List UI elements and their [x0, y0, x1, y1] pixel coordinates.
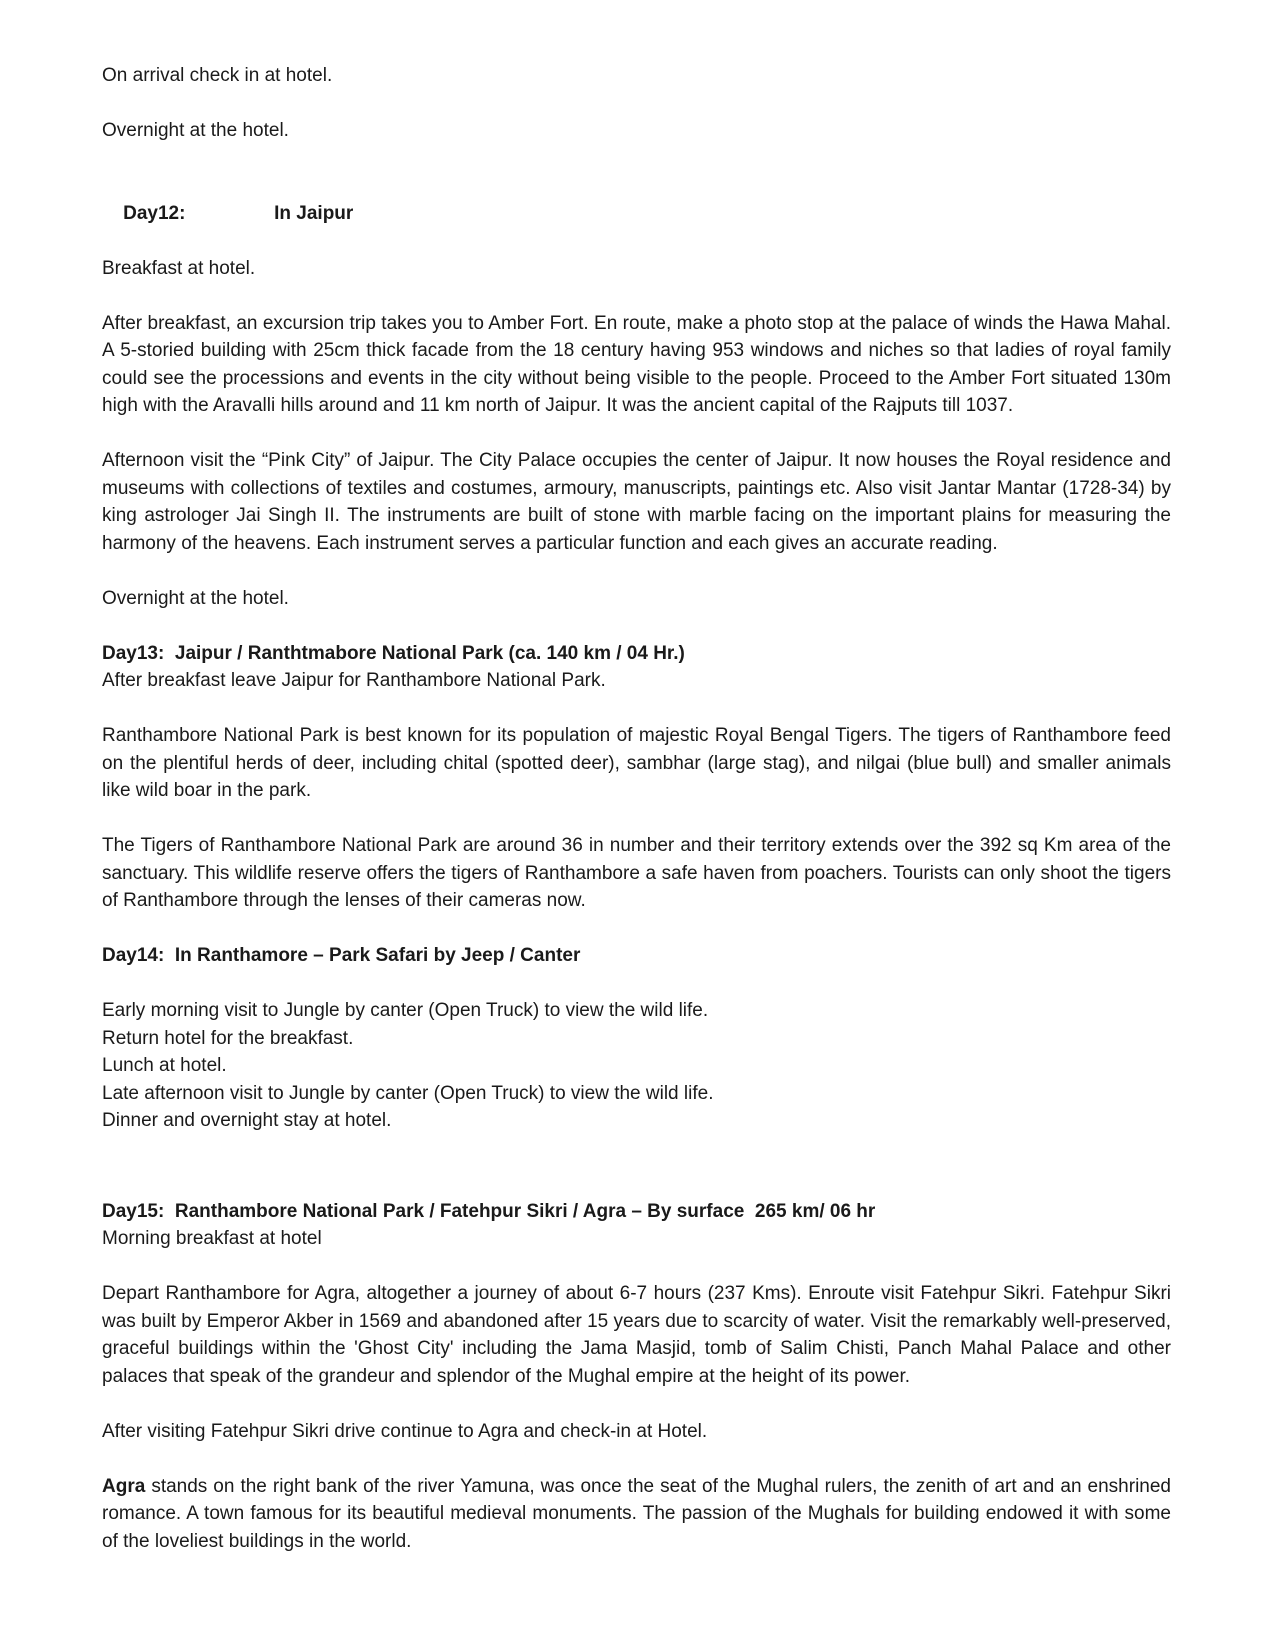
line-dinner-overnight: Dinner and overnight stay at hotel. [102, 1110, 392, 1131]
paragraph-overnight-1: Overnight at the hotel. [102, 120, 289, 141]
paragraph-ranthambore-tigers-intro: Ranthambore National Park is best known for its population of majestic Royal Bengal Tigers. The tigers of Ranthambore feed on the plentiful herds of deer, including chital (spotted deer), sambhar (large stag), and nilgai (blue bull) and smaller animals like wild boar in the park. [102, 725, 1171, 801]
paragraph-breakfast-hotel: Breakfast at hotel. [102, 257, 256, 279]
heading-day15: Day15: Ranthambore National Park / Fatehpur Sikri / Agra – By surface 265 km/ 06 hr [102, 1200, 876, 1222]
paragraph-amber-fort-excursion: After breakfast, an excursion trip takes you to Amber Fort. En route, make a photo stop at the palace of winds the Hawa Mahal. A 5-storied building with 25cm thick facade from the 18 century having 953 windows and niches so that ladies of royal family could see the processions and events in the city without being visible to the people. Proceed to the Amber Fort situated 130m high with the Aravalli hills around and 11 km north of Jaipur. It was the ancient capital of the Rajputs till 1037. [102, 312, 1171, 416]
heading-day13: Day13: Jaipur / Ranthtmabore National Park (ca. 140 km / 04 Hr.) [102, 642, 685, 664]
heading-day12 [102, 172, 1171, 255]
agra-description-text: stands on the right bank of the river Yamuna, was once the seat of the Mughal rulers, the zenith of art and an enshrined romance. A town famous for its beautiful medieval monuments. The passion of the Mughals for building endowed it with some of the loveliest buildings in the world. [102, 1475, 1171, 1552]
line-early-morning-safari: Early morning visit to Jungle by canter (Open Truck) to view the wild life. [102, 1000, 709, 1021]
paragraph-arrival-checkin: On arrival check in at hotel. [102, 65, 333, 86]
paragraph-drive-to-agra: After visiting Fatehpur Sikri drive continue to Agra and check-in at Hotel. [102, 1420, 708, 1442]
line-return-breakfast: Return hotel for the breakfast. [102, 1027, 354, 1049]
day12-title: In Jaipur [274, 202, 354, 224]
paragraph-pink-city: Afternoon visit the “Pink City” of Jaipur. The City Palace occupies the center of Jaipur. It now houses the Royal residence and museums with collections of textiles and costumes, armoury, manuscripts, paintings etc. Also visit Jantar Mantar (1728-34) by king astrologer Jai Singh II. The instruments are built of stone with marble facing on the important plains for measuring the harmony of the heavens. Each instrument serves a particular function and each gives an accurate reading. [102, 450, 1171, 554]
line-late-afternoon-safari: Late afternoon visit to Jungle by canter (Open Truck) to view the wild life. [102, 1082, 714, 1104]
heading-day14: Day14: In Ranthamore – Park Safari by Jeep / Canter [102, 945, 581, 966]
paragraph-agra-description [102, 1473, 1171, 1556]
agra-lead-word: Agra [102, 1475, 146, 1497]
paragraph-tigers-territory: The Tigers of Ranthambore National Park are around 36 in number and their territory extends over the 392 sq Km area of the sanctuary. This wildlife reserve offers the tigers of Ranthambore a safe haven from poachers. Tourists can only shoot the tigers of Ranthambore through the lenses of their cameras now. [102, 835, 1171, 911]
day12-label: Day12: [123, 202, 186, 224]
paragraph-overnight-2: Overnight at the hotel. [102, 587, 289, 609]
line-lunch: Lunch at hotel. [102, 1055, 227, 1076]
line-morning-breakfast: Morning breakfast at hotel [102, 1228, 322, 1249]
paragraph-leave-jaipur: After breakfast leave Jaipur for Ranthambore National Park. [102, 670, 606, 691]
paragraph-depart-ranthambore: Depart Ranthambore for Agra, altogether a journey of about 6-7 hours (237 Kms). Enroute visit Fatehpur Sikri. Fatehpur Sikri was built by Emperor Akber in 1569 and abandoned after 15 years due to scarcity of water. Visit the remarkably well-preserved, graceful buildings within the 'Ghost City' including the Jama Masjid, tomb of Salim Chisti, Panch Mahal Palace and other palaces that speak of the grandeur and splendor of the Mughal empire at the height of its power. [102, 1283, 1171, 1387]
